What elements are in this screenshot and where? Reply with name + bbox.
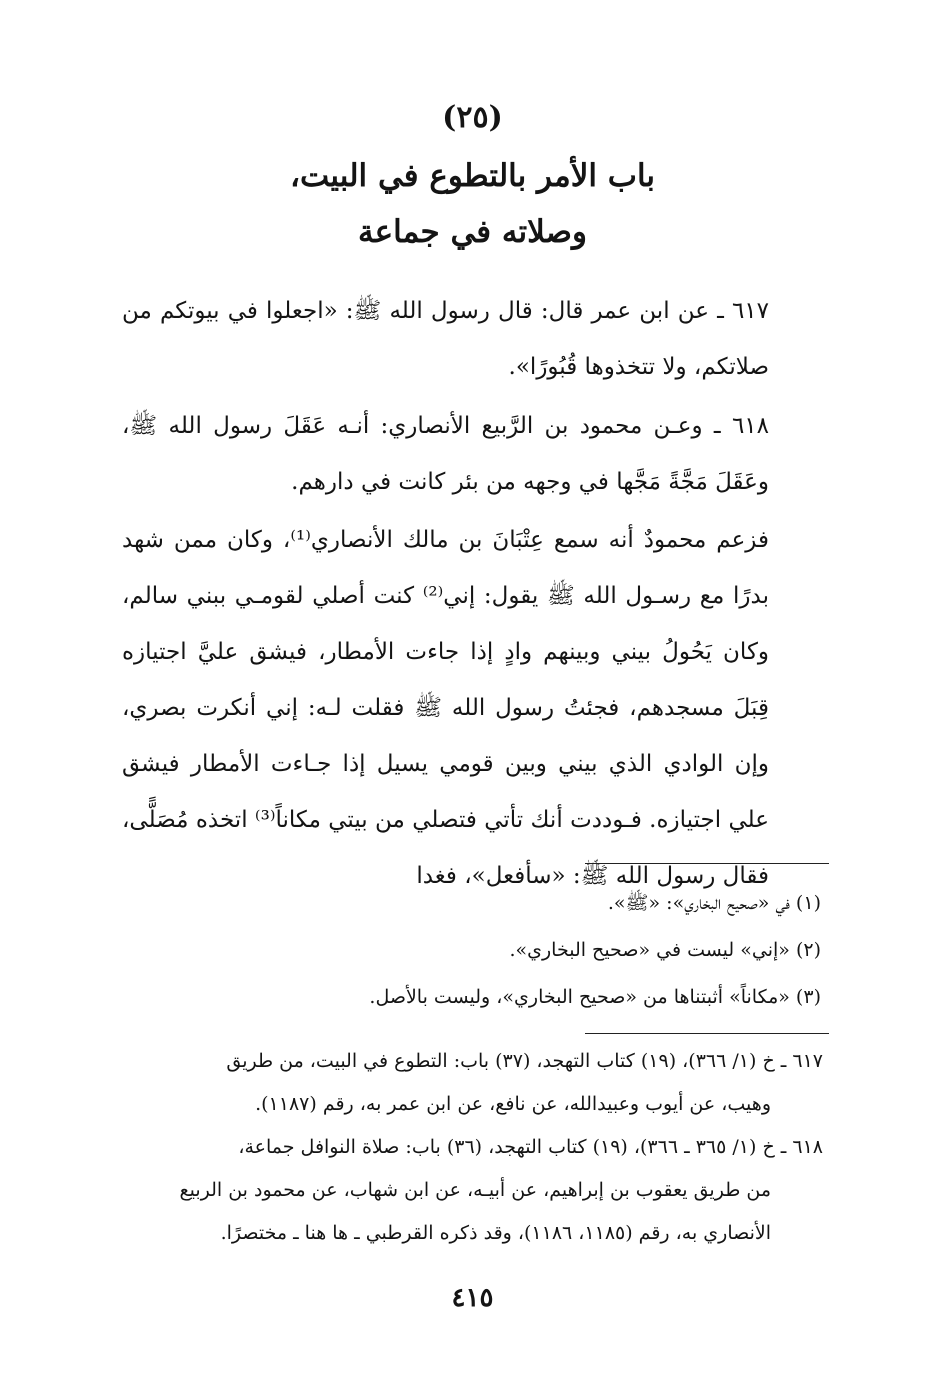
narration-text: فزعم محمودٌ أنه سمع عِتْبَانَ بن مالك الأنصاري⁽¹⁾، وكان ممن شهد بدرًا مع رسـول الله ﷺ يقول: إني⁽²⁾ كنت أصلي لقومـي ببني سالم، وكان يَحُولُ بيني وبينهم وادٍ إذا جاءت الأمطار، فيشق عليَّ اجتيازه قِبَلَ مسجدهم، فجئتُ رسول الله ﷺ فقلت لـه: إني أنكرت بصري، وإن الوادي الذي بيني وبين قومي يسيل إذا جـاءت الأمطار فيشق علي اجتيازه. فـوددت أنك تأتي فتصلي من بيتي مكاناً⁽³⁾ اتخذه مُصَلًّى، فقال رسول الله ﷺ: «سأفعل»، فغدا [122, 527, 770, 889]
footnotes [122, 880, 821, 1021]
hadith-617-text: ٦١٧ ـ عن ابن عمر قال: قال رسول الله ﷺ: «اجعلوا في بيوتكم من صلاتكم، ولا تتخذوها قُبُورًا». [122, 298, 769, 380]
hadith-618 [122, 398, 821, 510]
source-617-line-1: ٦١٧ ـ خ (١/ ٣٦٦)، (١٩) كتاب التهجد، (٣٧) باب: التطوع في البيت، من طريق [226, 1050, 823, 1072]
chapter-number: (٢٥) [442, 100, 503, 135]
source-617 [118, 1040, 823, 1126]
source-618 [118, 1126, 823, 1255]
footnote-divider [585, 863, 829, 864]
sources-divider [585, 1033, 829, 1034]
chapter-title-line-1: باب الأمر بالتطوع في البيت، [289, 158, 656, 194]
footnote-1: (١) في «صحيح البخاري»: «ﷺ». [607, 892, 821, 914]
footnote-2: (٢) «إني» ليست في «صحيح البخاري». [509, 939, 821, 961]
source-617-continuation: وهيب، عن أيوب وعبيدالله، عن نافع، عن ابن عمر به، رقم (١١٨٧). [255, 1093, 771, 1115]
source-618-continuation: من طريق يعقوب بن إبراهيم، عن أبيـه، عن ابن شهاب، عن محمود بن الربيع الأنصاري به، رقم (١١٨٥، ١١٨٦)، وقد ذكره القرطبي ـ ها هنا ـ مختصرًا. [179, 1179, 771, 1244]
source-references [118, 1040, 823, 1255]
source-618-line-1: ٦١٨ ـ خ (١/ ٣٦٥ ـ ٣٦٦)، (١٩) كتاب التهجد، (٣٦) باب: صلاة النوافل جماعة، [238, 1136, 823, 1158]
chapter-title-line-2: وصلاته في جماعة [358, 214, 587, 250]
hadith-618-text: ٦١٨ ـ وعـن محمود بن الرَّبيع الأنصاري: أنـه عَقَلَ رسول الله ﷺ، وعَقَلَ مَجَّةً مَجَّها في وجهه من بئر كانت في دارهم. [122, 413, 769, 495]
page-number: ٤١٥ [451, 1283, 494, 1313]
narration-paragraph [122, 512, 821, 904]
footnote-3: (٣) «مكاناً» أثبتناها من «صحيح البخاري»، وليست بالأصل. [369, 986, 821, 1008]
hadith-617 [122, 283, 821, 395]
